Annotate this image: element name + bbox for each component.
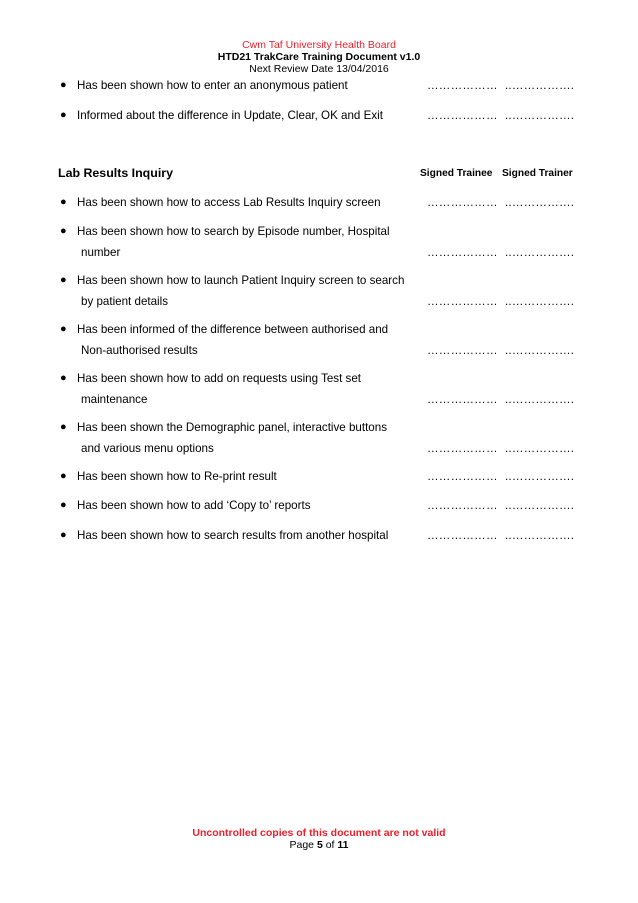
item-text: Has been shown how to search results from another hospital (77, 529, 389, 542)
item-text: Has been informed of the difference between authorised and (77, 323, 389, 336)
trainer-signature-line: ..……………. (505, 295, 575, 308)
uncontrolled-copy-warning: Uncontrolled copies of this document are not valid (192, 827, 446, 839)
trainee-signature-line: ……………… (427, 295, 498, 308)
bullet-icon: ● (60, 196, 67, 208)
item-text: Has been shown how to add on requests using Test set (77, 372, 362, 385)
trainer-signature-line: ..……………. (505, 442, 575, 455)
column-header-signed-trainer: Signed Trainer (502, 168, 573, 179)
column-header-signed-trainee: Signed Trainee (420, 168, 493, 179)
page-total: 11 (337, 839, 349, 851)
trainee-signature-line: ……………… (427, 499, 498, 512)
document-title: HTD21 TrakCare Training Document v1.0 (217, 51, 421, 63)
item-text: Has been shown the Demographic panel, interactive buttons (77, 421, 387, 434)
bullet-icon: ● (60, 372, 67, 384)
trainee-signature-line: ……………… (427, 442, 498, 455)
item-text: Informed about the difference in Update, Clear, OK and Exit (77, 109, 383, 122)
page-current: 5 (316, 839, 323, 851)
trainer-signature-line: ..……………. (505, 79, 575, 92)
trainer-signature-line: ..……………. (505, 344, 575, 357)
trainer-signature-line: ..……………. (505, 196, 575, 209)
document-header (0, 39, 638, 75)
trainee-signature-line: ……………… (427, 529, 498, 542)
trainee-signature-line: ……………… (427, 79, 498, 92)
item-text-continued: and various menu options (81, 442, 214, 455)
item-text: Has been shown how to launch Patient Inquiry screen to search (77, 274, 405, 287)
trainee-signature-line: ……………… (427, 246, 498, 259)
trainer-signature-line: ..……………. (505, 246, 575, 259)
trainer-signature-line: ..……………. (505, 470, 575, 483)
bullet-icon: ● (60, 470, 67, 482)
trainee-signature-line: ……………… (427, 470, 498, 483)
bullet-icon: ● (60, 109, 67, 121)
item-text: Has been shown how to access Lab Results Inquiry screen (77, 196, 381, 209)
trainee-signature-line: ……………… (427, 109, 498, 122)
trainee-signature-line: ……………… (427, 196, 498, 209)
item-text: Has been shown how to Re-print result (77, 470, 277, 483)
item-text: Has been shown how to add ‘Copy to’ reports (77, 499, 311, 512)
item-text-continued: Non-authorised results (81, 344, 198, 357)
item-text: Has been shown how to enter an anonymous patient (77, 79, 348, 92)
bullet-icon: ● (60, 499, 67, 511)
page-of: of (325, 839, 335, 851)
bullet-icon: ● (60, 225, 67, 237)
item-text-continued: number (81, 246, 121, 259)
item-text: Has been shown how to search by Episode number, Hospital (77, 225, 390, 238)
bullet-icon: ● (60, 79, 67, 91)
trainer-signature-line: ..……………. (505, 529, 575, 542)
page-prefix: Page (289, 839, 315, 851)
bullet-icon: ● (60, 529, 67, 541)
bullet-icon: ● (60, 421, 67, 433)
item-text-continued: maintenance (81, 393, 148, 406)
review-date: Next Review Date 13/04/2016 (249, 63, 389, 75)
bullet-icon: ● (60, 323, 67, 335)
trainer-signature-line: ..……………. (505, 109, 575, 122)
page-number (0, 839, 638, 851)
document-footer (0, 827, 638, 851)
bullet-icon: ● (60, 274, 67, 286)
trainee-signature-line: ……………… (427, 393, 498, 406)
section-title: Lab Results Inquiry (58, 166, 173, 180)
organisation-name: Cwm Taf University Health Board (242, 39, 396, 51)
trainer-signature-line: ..……………. (505, 393, 575, 406)
trainee-signature-line: ……………… (427, 344, 498, 357)
trainer-signature-line: ..……………. (505, 499, 575, 512)
item-text-continued: by patient details (81, 295, 169, 308)
